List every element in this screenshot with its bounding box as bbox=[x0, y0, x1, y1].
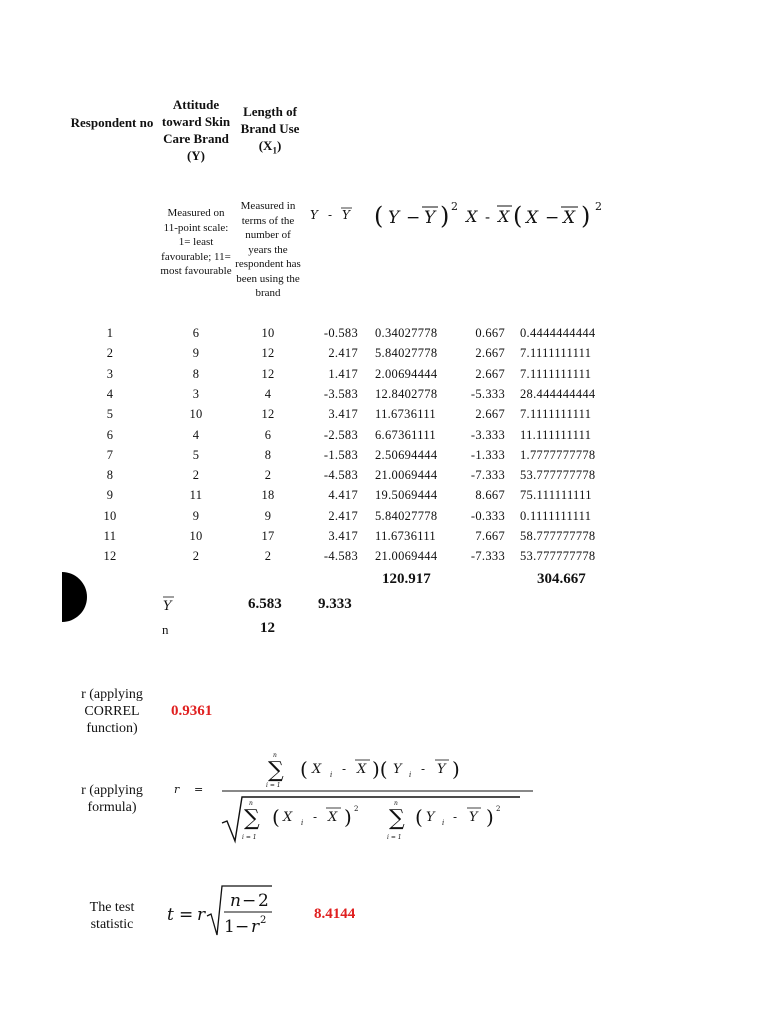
cell-y-deviation: 3.417 bbox=[328, 407, 358, 422]
header-length-subscript: 1 bbox=[272, 145, 277, 156]
cell-respondent: 3 bbox=[106, 366, 114, 381]
test-statistic-formula bbox=[162, 880, 282, 940]
svg-text:X: X bbox=[498, 207, 510, 226]
svg-text:n: n bbox=[394, 800, 398, 807]
svg-text:n: n bbox=[230, 891, 241, 911]
svg-text:): ) bbox=[486, 805, 494, 829]
svg-text:): ) bbox=[440, 202, 450, 230]
cell-y-deviation: -3.583 bbox=[323, 386, 358, 401]
svg-text:X: X bbox=[312, 762, 322, 777]
svg-text:2: 2 bbox=[595, 200, 602, 213]
y-bar-symbol bbox=[160, 593, 180, 615]
cell-x-deviation-squared: 7.1111111111 bbox=[520, 407, 592, 422]
svg-text:(: ( bbox=[374, 202, 384, 230]
cell-attitude: 4 bbox=[192, 427, 200, 442]
cell-x-deviation: -1.333 bbox=[470, 447, 505, 462]
svg-text:i = 1: i = 1 bbox=[266, 782, 281, 789]
svg-text:n: n bbox=[273, 752, 277, 759]
svg-text:2: 2 bbox=[260, 915, 267, 926]
svg-text:Y: Y bbox=[426, 810, 435, 825]
cell-attitude: 6 bbox=[192, 326, 200, 340]
svg-text:1: 1 bbox=[224, 917, 235, 937]
cell-x-deviation: 2.667 bbox=[475, 346, 505, 361]
svg-text:i: i bbox=[409, 771, 412, 779]
cell-attitude: 8 bbox=[192, 366, 200, 381]
cell-attitude: 3 bbox=[192, 386, 200, 401]
cell-y-deviation: 2.417 bbox=[328, 508, 358, 523]
cell-x-deviation: 2.667 bbox=[475, 366, 505, 381]
svg-text:Y: Y bbox=[342, 208, 350, 222]
cell-respondent: 5 bbox=[106, 407, 114, 422]
svg-text:Y: Y bbox=[437, 762, 446, 777]
header-x-minus-xbar bbox=[464, 206, 512, 226]
svg-text:r: r bbox=[197, 905, 206, 925]
header-length bbox=[232, 103, 308, 160]
cell-attitude: 10 bbox=[189, 407, 203, 422]
svg-text:Y: Y bbox=[388, 208, 400, 228]
formula-label: r (applying formula) bbox=[81, 783, 143, 815]
cell-x-deviation-squared: 0.4444444444 bbox=[520, 326, 596, 340]
svg-text:i: i bbox=[301, 819, 304, 827]
svg-text:i: i bbox=[442, 819, 445, 827]
cell-y-deviation: -0.583 bbox=[323, 326, 358, 340]
svg-text:X: X bbox=[357, 762, 367, 777]
correl-value: 0.9361 bbox=[171, 703, 213, 719]
svg-text:Y: Y bbox=[393, 762, 402, 777]
cell-y-deviation: 1.417 bbox=[328, 366, 358, 381]
cell-y-deviation-squared: 5.84027778 bbox=[375, 508, 438, 523]
cell-y-deviation: -4.583 bbox=[323, 549, 358, 564]
total-x-dev-squared: 304.667 bbox=[537, 571, 586, 587]
deviation-headers bbox=[300, 195, 620, 240]
cell-respondent: 7 bbox=[106, 447, 114, 462]
cell-length: 18 bbox=[261, 488, 275, 503]
n-value: 12 bbox=[260, 620, 275, 636]
cell-x-deviation-squared: 7.1111111111 bbox=[520, 346, 592, 361]
cell-length: 17 bbox=[261, 529, 275, 543]
cell-x-deviation-squared: 7.1111111111 bbox=[520, 366, 592, 381]
header-y-minus-ybar bbox=[310, 208, 352, 222]
cell-y-deviation: 4.417 bbox=[328, 488, 358, 503]
cell-length: 4 bbox=[264, 386, 272, 401]
cell-y-deviation: -2.583 bbox=[323, 427, 358, 442]
cell-attitude: 9 bbox=[192, 508, 200, 523]
cell-length: 10 bbox=[261, 326, 275, 340]
cell-y-deviation-squared: 2.00694444 bbox=[375, 366, 438, 381]
cell-y-deviation: 2.417 bbox=[328, 346, 358, 361]
svg-text:∑: ∑ bbox=[268, 758, 284, 783]
cell-x-deviation-squared: 0.1111111111 bbox=[520, 508, 592, 523]
svg-text:)(: )( bbox=[372, 757, 388, 781]
cell-x-deviation-squared: 53.777777778 bbox=[520, 468, 596, 483]
svg-text:−: − bbox=[406, 208, 421, 228]
svg-text:X: X bbox=[563, 208, 576, 228]
cell-y-deviation-squared: 6.67361111 bbox=[375, 427, 436, 442]
svg-text:−: − bbox=[235, 917, 250, 937]
cell-y-deviation-squared: 21.0069444 bbox=[375, 549, 438, 564]
half-circle-marker bbox=[62, 572, 87, 622]
cell-respondent: 10 bbox=[103, 508, 117, 523]
cell-y-deviation: -1.583 bbox=[323, 447, 358, 462]
svg-text:-: - bbox=[328, 208, 333, 222]
svg-text:r: r bbox=[251, 917, 260, 937]
svg-text:2: 2 bbox=[496, 805, 501, 813]
header-length-label: Length of Brand Use (X bbox=[240, 104, 300, 153]
cell-respondent: 8 bbox=[106, 468, 114, 483]
svg-text:2: 2 bbox=[354, 805, 359, 813]
svg-text:i = 1: i = 1 bbox=[242, 834, 257, 841]
cell-respondent: 1 bbox=[106, 326, 114, 340]
svg-text:Y: Y bbox=[310, 208, 318, 222]
cell-length: 6 bbox=[264, 427, 272, 442]
cell-x-deviation: -7.333 bbox=[470, 549, 505, 564]
cell-length: 9 bbox=[264, 508, 272, 523]
cell-length: 12 bbox=[261, 366, 275, 381]
svg-text:X: X bbox=[283, 810, 293, 825]
cell-y-deviation-squared: 2.50694444 bbox=[375, 447, 438, 462]
svg-text:=: = bbox=[194, 783, 204, 796]
svg-text:2: 2 bbox=[451, 200, 458, 213]
cell-x-deviation: 8.667 bbox=[475, 488, 505, 503]
svg-text:(: ( bbox=[300, 757, 308, 781]
cell-respondent: 2 bbox=[106, 346, 114, 361]
cell-x-deviation: -0.333 bbox=[470, 508, 505, 523]
svg-text:t: t bbox=[167, 905, 174, 925]
header-respondent: Respondent no bbox=[70, 115, 154, 130]
svg-text:(: ( bbox=[272, 805, 280, 829]
cell-length: 2 bbox=[264, 549, 272, 564]
svg-text:X: X bbox=[466, 207, 478, 226]
svg-text:−: − bbox=[242, 891, 257, 911]
cell-y-deviation: -4.583 bbox=[323, 468, 358, 483]
cell-respondent: 4 bbox=[106, 386, 114, 401]
cell-length: 8 bbox=[264, 447, 272, 462]
cell-y-deviation-squared: 0.34027778 bbox=[375, 326, 438, 340]
cell-length: 12 bbox=[261, 346, 275, 361]
length-note: Measured in terms of the number of years the respondent has been using the brand bbox=[235, 200, 301, 299]
cell-respondent: 11 bbox=[103, 529, 117, 543]
svg-text:): ) bbox=[344, 805, 352, 829]
cell-y-deviation: 3.417 bbox=[328, 529, 358, 543]
svg-text:Y: Y bbox=[163, 599, 172, 614]
cell-y-deviation-squared: 19.5069444 bbox=[375, 488, 438, 503]
svg-text:i = 1: i = 1 bbox=[387, 834, 402, 841]
cell-length: 12 bbox=[261, 407, 275, 422]
y-mean-value: 6.583 bbox=[248, 596, 282, 612]
cell-x-deviation-squared: 53.777777778 bbox=[520, 549, 596, 564]
cell-attitude: 11 bbox=[189, 488, 203, 503]
svg-text:(: ( bbox=[415, 805, 423, 829]
svg-text:Y: Y bbox=[424, 208, 436, 228]
cell-x-deviation: -5.333 bbox=[470, 386, 505, 401]
formula-numerator bbox=[266, 752, 460, 789]
header-x-dev-squared bbox=[513, 200, 602, 230]
cell-x-deviation-squared: 58.777777778 bbox=[520, 529, 596, 543]
attitude-note: Measured on 11-point scale: 1= least favourable; 11= most favourable bbox=[160, 207, 232, 277]
svg-text:i: i bbox=[330, 771, 333, 779]
svg-text:-: - bbox=[453, 810, 458, 824]
cell-attitude: 5 bbox=[192, 447, 200, 462]
cell-y-deviation-squared: 11.6736111 bbox=[375, 407, 436, 422]
x-mean-value: 9.333 bbox=[318, 596, 352, 612]
cell-respondent: 9 bbox=[106, 488, 114, 503]
svg-text:n: n bbox=[249, 800, 253, 807]
correl-label: r (applying CORREL function) bbox=[81, 687, 143, 736]
cell-x-deviation: -3.333 bbox=[470, 427, 505, 442]
formula-denominator bbox=[222, 797, 520, 841]
test-statistic-label: The test statistic bbox=[89, 900, 135, 932]
svg-text:2: 2 bbox=[258, 891, 269, 911]
cell-respondent: 6 bbox=[106, 427, 114, 442]
svg-text:X: X bbox=[328, 810, 338, 825]
svg-text:): ) bbox=[452, 757, 460, 781]
svg-text:-: - bbox=[421, 762, 426, 776]
cell-x-deviation: 7.667 bbox=[475, 529, 505, 543]
cell-x-deviation-squared: 1.7777777778 bbox=[520, 447, 596, 462]
cell-attitude: 2 bbox=[192, 468, 200, 483]
cell-attitude: 2 bbox=[192, 549, 200, 564]
svg-text:X: X bbox=[526, 208, 539, 228]
svg-text:=: = bbox=[179, 905, 194, 925]
cell-attitude: 10 bbox=[189, 529, 203, 543]
cell-x-deviation-squared: 28.444444444 bbox=[520, 386, 596, 401]
cell-y-deviation-squared: 12.8402778 bbox=[375, 386, 438, 401]
svg-text:Y: Y bbox=[469, 810, 478, 825]
cell-x-deviation: 0.667 bbox=[475, 326, 505, 340]
test-statistic-value: 8.4144 bbox=[314, 906, 356, 922]
cell-y-deviation-squared: 11.6736111 bbox=[375, 529, 436, 543]
svg-text:-: - bbox=[313, 810, 318, 824]
total-y-dev-squared: 120.917 bbox=[382, 571, 431, 587]
cell-x-deviation-squared: 11.111111111 bbox=[520, 427, 592, 442]
header-attitude: Attitude toward Skin Care Brand (Y) bbox=[161, 97, 231, 163]
cell-y-deviation-squared: 21.0069444 bbox=[375, 468, 438, 483]
svg-text:-: - bbox=[342, 762, 347, 776]
cell-length: 2 bbox=[264, 468, 272, 483]
cell-y-deviation-squared: 5.84027778 bbox=[375, 346, 438, 361]
cell-x-deviation: 2.667 bbox=[475, 407, 505, 422]
svg-text:-: - bbox=[485, 208, 491, 226]
cell-attitude: 9 bbox=[192, 346, 200, 361]
correlation-formula bbox=[160, 745, 540, 850]
header-y-dev-squared bbox=[374, 200, 458, 230]
svg-text:∑: ∑ bbox=[244, 806, 260, 831]
cell-x-deviation: -7.333 bbox=[470, 468, 505, 483]
cell-x-deviation-squared: 75.111111111 bbox=[520, 488, 592, 503]
svg-text:): ) bbox=[581, 202, 591, 230]
header-length-close: ) bbox=[276, 138, 282, 153]
svg-text:−: − bbox=[545, 208, 560, 228]
svg-text:(: ( bbox=[513, 202, 523, 230]
svg-text:r: r bbox=[174, 783, 180, 796]
svg-text:∑: ∑ bbox=[389, 806, 405, 831]
cell-respondent: 12 bbox=[103, 549, 117, 564]
n-label: n bbox=[162, 622, 169, 637]
